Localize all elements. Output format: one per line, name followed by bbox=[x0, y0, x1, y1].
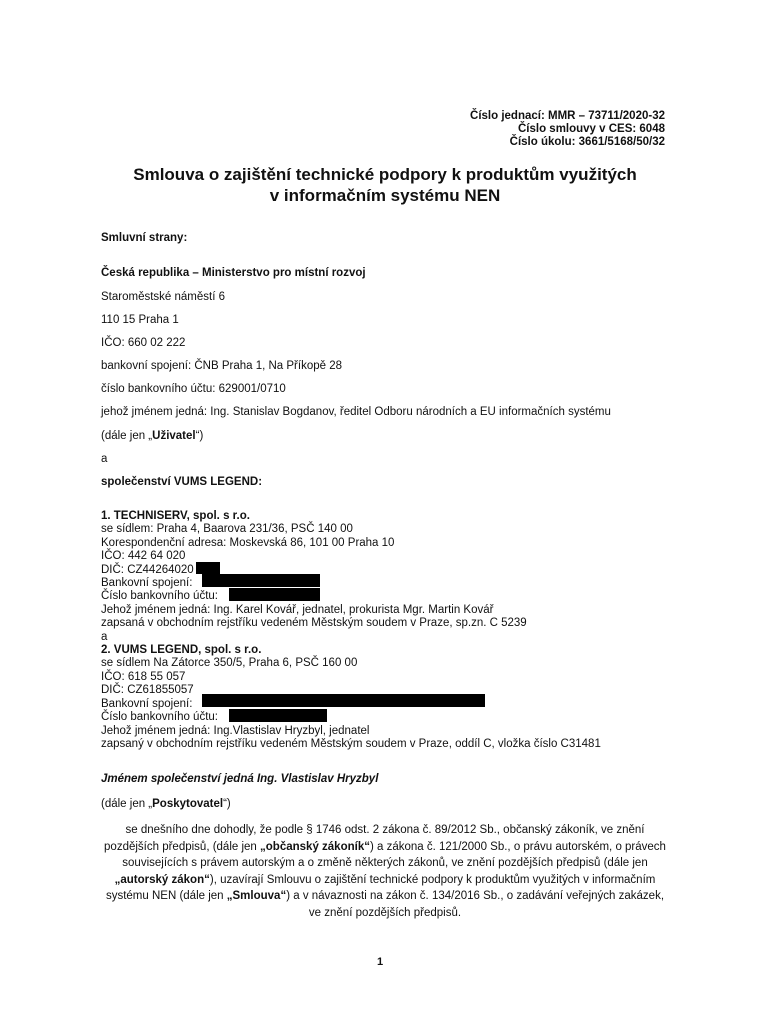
provider-alias bbox=[101, 797, 231, 811]
redaction-bar bbox=[229, 709, 327, 722]
redaction-bar bbox=[196, 562, 220, 574]
member-1-represented: Jehož jménem jedná: Ing. Karel Kovář, jednatel, prokurista Mgr. Martin Kovář bbox=[101, 603, 494, 616]
member-1-block bbox=[101, 510, 601, 751]
member-1-account: Číslo bankovního účtu: bbox=[101, 590, 218, 603]
task-number: Číslo úkolu: 3661/5168/50/32 bbox=[509, 136, 665, 148]
client-ico: IČO: 660 02 222 bbox=[101, 337, 186, 349]
parties-heading: Smluvní strany: bbox=[101, 232, 188, 244]
member-1-seat: se sídlem: Praha 4, Baarova 231/36, PSČ 140 00 bbox=[101, 523, 353, 536]
member-2-register: zapsaný v obchodním rejstříku vedeném Městským soudem v Praze, oddíl C, vložka číslo C31481 bbox=[101, 737, 601, 750]
consortium-representative: Jménem společenství jedná Ing. Vlastislav Hryzbyl bbox=[101, 773, 379, 785]
alias-suffix: “) bbox=[195, 430, 204, 442]
member-2-dic: DIČ: CZ61855057 bbox=[101, 684, 194, 697]
member-1-bank: Bankovní spojení: bbox=[101, 577, 193, 590]
agreement-text-1: se dnešního dne dohodly, že podle § 1746 odst. 2 zákona č. 89/2012 Sb., občanský zákoník, ve znění pozdějších předpisů, (dále jen bbox=[104, 824, 645, 853]
agreement-text-4: ) a v návaznosti na zákon č. 134/2016 Sb., o zadávání veřejných zakázek, ve znění pozdějších předpisů. bbox=[286, 890, 665, 919]
client-alias bbox=[101, 429, 203, 443]
alias-name: Uživatel bbox=[152, 430, 196, 442]
member-2-represented: Jehož jménem jedná: Ing.Vlastislav Hryzbyl, jednatel bbox=[101, 724, 370, 737]
agreement-text-2: ) a zákona č. 121/2000 Sb., o právu autorském, o právech souvisejících s právem autorským a o změně některých zákonů, ve znění pozdějších předpisů (dále jen bbox=[122, 840, 666, 869]
redaction-bar bbox=[229, 588, 320, 601]
agreement-text-3: ), uzavírají Smlouvu o zajištění technické podpory k produktům využitých v informačním systému NEN (dále jen bbox=[105, 873, 656, 902]
member-2-account: Číslo bankovního účtu: bbox=[101, 711, 218, 724]
provider-alias-name: Poskytovatel bbox=[152, 798, 224, 810]
client-city: 110 15 Praha 1 bbox=[101, 314, 179, 326]
agreement-copyright-act: „autorský zákon“ bbox=[114, 873, 210, 886]
title-line-2: v informačním systému NEN bbox=[269, 186, 501, 205]
member-2-seat: se sídlem Na Zátorce 350/5, Praha 6, PSČ 160 00 bbox=[101, 657, 358, 670]
redaction-bar bbox=[202, 694, 485, 707]
member-2-ico: IČO: 618 55 057 bbox=[101, 670, 186, 683]
reference-numbers bbox=[470, 110, 665, 149]
agreement-contract: „Smlouva“ bbox=[226, 890, 287, 902]
contract-number: Číslo smlouvy v CES: 6048 bbox=[517, 123, 665, 135]
client-represented: jehož jménem jedná: Ing. Stanislav Bogdanov, ředitel Odboru národních a EU informačních systému bbox=[101, 406, 611, 418]
provider-alias-suffix: “) bbox=[223, 798, 231, 810]
agreement-paragraph bbox=[99, 822, 671, 921]
agreement-civil-code: „občanský zákoník“ bbox=[260, 840, 370, 853]
provider-alias-prefix: (dále jen „ bbox=[101, 798, 153, 810]
member-1-register: zapsaná v obchodním rejstříku vedeném Městským soudem v Praze, sp.zn. C 5239 bbox=[101, 617, 527, 630]
client-street: Staroměstské náměstí 6 bbox=[101, 291, 225, 303]
member-1-name: 1. TECHNISERV, spol. s r.o. bbox=[101, 510, 250, 522]
alias-prefix: (dále jen „ bbox=[101, 430, 153, 442]
page-number: 1 bbox=[376, 956, 384, 968]
consortium-heading: společenství VUMS LEGEND: bbox=[101, 476, 263, 488]
conjunction-a-2: a bbox=[101, 630, 108, 643]
redaction-bar bbox=[202, 574, 320, 587]
member-1-ico: IČO: 442 64 020 bbox=[101, 550, 186, 563]
client-name: Česká republika – Ministerstvo pro místní rozvoj bbox=[101, 267, 366, 279]
conjunction-a: a bbox=[101, 453, 108, 465]
member-1-dic: DIČ: CZ44264020 bbox=[101, 563, 194, 576]
client-account: číslo bankovního účtu: 629001/0710 bbox=[101, 383, 286, 395]
client-bank: bankovní spojení: ČNB Praha 1, Na Příkopě 28 bbox=[101, 360, 343, 372]
member-2-name: 2. VUMS LEGEND, spol. s r.o. bbox=[101, 644, 262, 657]
member-1-correspondence: Korespondenční adresa: Moskevská 86, 101 00 Praha 10 bbox=[101, 536, 395, 549]
case-number: Číslo jednací: MMR – 73711/2020-32 bbox=[470, 110, 665, 122]
document-title bbox=[0, 164, 770, 206]
title-line-1: Smlouva o zajištění technické podpory k produktům využitých bbox=[133, 165, 637, 184]
member-2-bank: Bankovní spojení: bbox=[101, 697, 193, 710]
